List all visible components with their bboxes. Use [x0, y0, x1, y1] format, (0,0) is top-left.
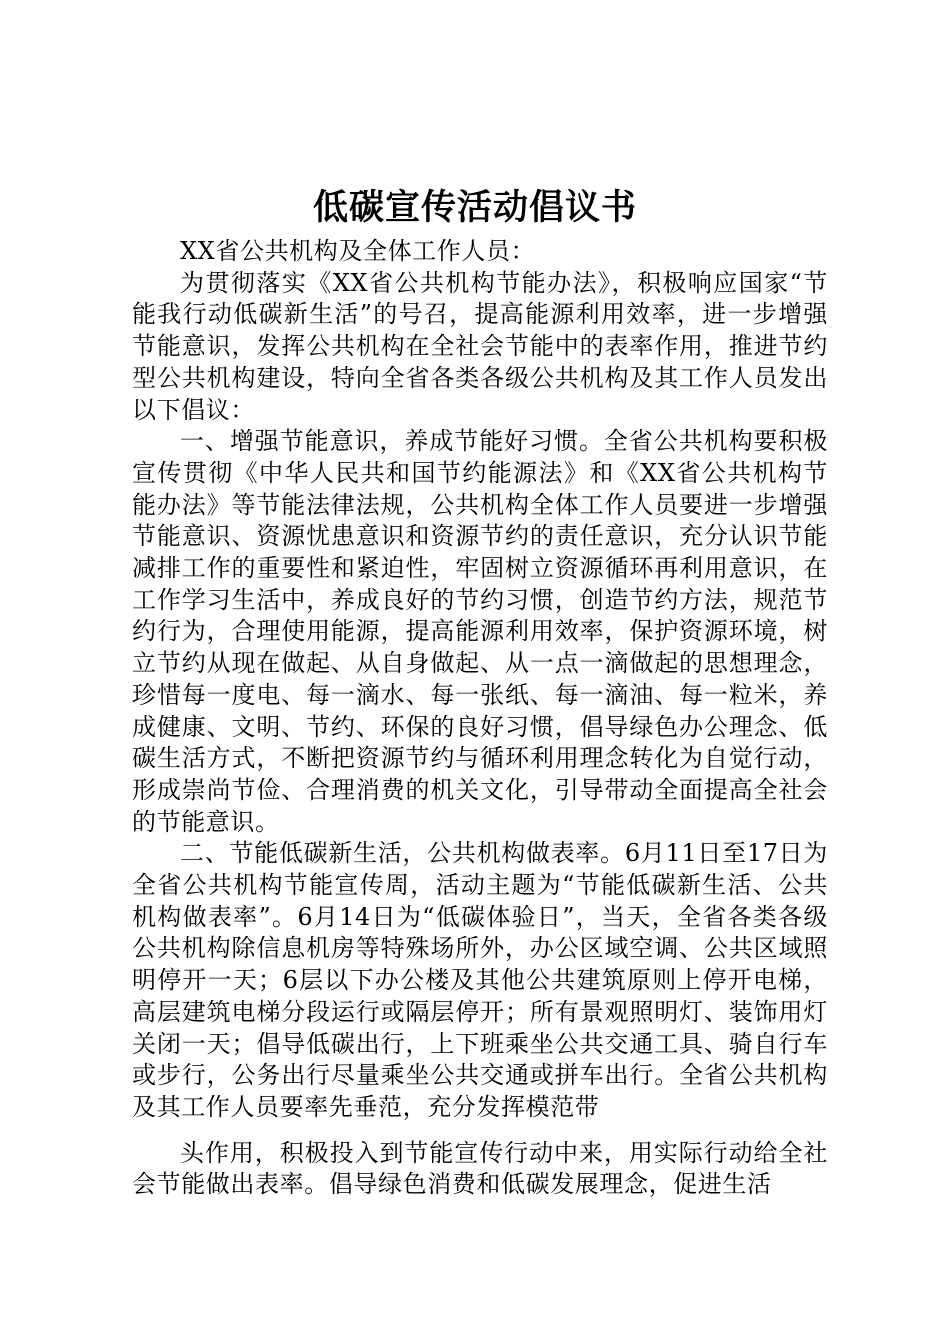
paragraph-point-one: 一、增强节能意识，养成节能好习惯。全省公共机构要积极宣传贯彻《中华人民共和国节约能源法》和《XX省公共机构节能办法》等节能法律法规，公共机构全体工作人员要进一步增强节能意识、资源忧患意识和资源节约的责任意识，充分认识节能减排工作的重要性和紧迫性，牢固树立资源循环再利用意识，在工作学习生活中，养成良好的节约习惯，创造节约方法，规范节约行为，合理使用能源，提高能源利用效率，保护资源环境，树立节约从现在做起、从自身做起、从一点一滴做起的思想理念，珍惜每一度电、每一滴水、每一张纸、每一滴油、每一粒米，养成健康、文明、节约、环保的良好习惯，倡导绿色办公理念、低碳生活方式，不断把资源节约与循环利用理念转化为自觉行动，形成崇尚节俭、合理消费的机关文化，引导带动全面提高全社会的节能意识。: [132, 427, 828, 836]
salutation: XX省公共机构及全体工作人员：: [180, 237, 536, 265]
paragraph-continued: 头作用，积极投入到节能宣传行动中来，用实际行动给全社会节能做出表率。倡导绿色消费和低碳发展理念，促进生活: [132, 1138, 828, 1199]
paragraph-intro: 为贯彻落实《XX省公共机构节能办法》，积极响应国家“节能我行动低碳新生活”的号召，提高能源利用效率，进一步增强节能意识，发挥公共机构在全社会节能中的表率作用，推进节约型公共机构建设，特向全省各类各级公共机构及其工作人员发出以下倡议：: [132, 268, 828, 424]
paragraph-point-two: 二、节能低碳新生活，公共机构做表率。6月11日至17日为全省公共机构节能宣传周，活动主题为“节能低碳新生活、公共机构做表率”。6月14日为“低碳体验日”，当天，全省各类各级公共机构除信息机房等特殊场所外，办公区域空调、公共区域照明停开一天；6层以下办公楼及其他公共建筑原则上停开电梯，高层建筑电梯分段运行或隔层停开；所有景观照明灯、装饰用灯关闭一天；倡导低碳出行，上下班乘坐公共交通工具、骑自行车或步行，公务出行尽量乘坐公共交通或拼车出行。全省公共机构及其工作人员要率先垂范，充分发挥模范带: [132, 839, 828, 1121]
document-title: 低碳宣传活动倡议书: [312, 188, 637, 228]
document-body: [132, 236, 828, 1201]
